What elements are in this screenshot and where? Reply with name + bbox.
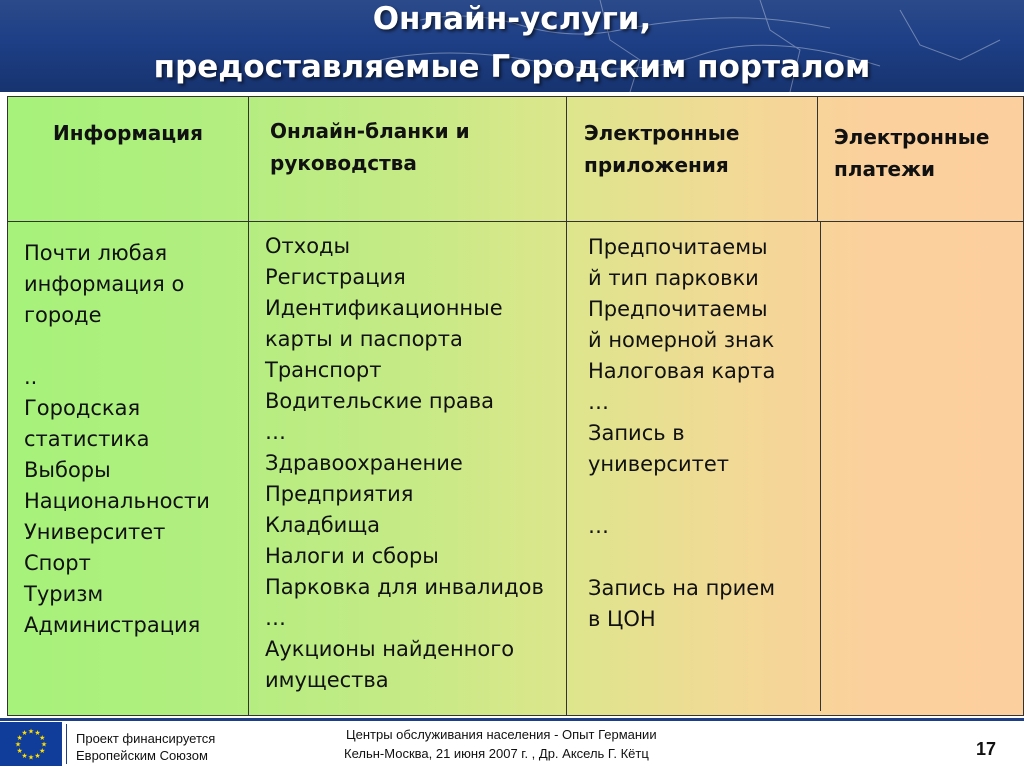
table-cell-line: Предпочитаемы [588, 297, 768, 321]
table-cell-line [588, 542, 775, 573]
table-cell-line: Университет [24, 520, 166, 544]
page-number: 17 [975, 739, 996, 759]
table-cell-line [24, 331, 210, 362]
eu-star-icon: ★ [34, 729, 41, 738]
table-cell-line: Отходы [265, 234, 351, 258]
table-cell-line: Запись на прием [588, 576, 776, 600]
table-cell-line: университет [588, 452, 730, 476]
table-cell-line: Спорт [24, 551, 91, 575]
eu-star-icon: ★ [39, 734, 46, 742]
table-cell-line: Предприятия [265, 482, 414, 506]
slide-title-line1: Онлайн-услуги, [372, 1, 652, 37]
table-cell-line: Городская [24, 396, 141, 420]
eu-flag-icon [0, 722, 62, 766]
header-information [53, 117, 203, 149]
table-cell-line: Парковка для инвалидов [265, 575, 544, 599]
table-cell-line: статистика [24, 427, 150, 451]
column-divider [248, 97, 249, 715]
table-cell-line: Водительские права [265, 389, 495, 413]
table-cell-line: городе [24, 303, 102, 327]
footer-funding-line2: Европейским Союзом [76, 748, 208, 763]
table-cell-line [588, 480, 775, 511]
eu-star-icon: ★ [21, 729, 28, 738]
table-cell-line: в ЦОН [588, 607, 656, 631]
table-cell-line: Национальности [24, 489, 210, 513]
header-information-line: Информация [53, 121, 203, 145]
eu-star-icon: ★ [27, 753, 35, 762]
table-cell-line: Почти любая [24, 241, 168, 265]
slide-title-line2: предоставляемые Городским порталом [153, 49, 871, 85]
column-information-items [24, 238, 210, 641]
header-online-forms-line: руководства [270, 151, 417, 175]
header-electronic-applications [584, 117, 739, 181]
table-cell-line: Туризм [24, 582, 104, 606]
eu-star-icon: ★ [34, 751, 41, 760]
title-banner [0, 0, 1024, 92]
header-electronic-payments-line: платежи [834, 157, 936, 181]
table-cell-line: Транспорт [265, 358, 382, 382]
column-electronic-applications-items [588, 232, 775, 635]
table-cell-line: Кладбища [265, 513, 380, 537]
table-cell-line: информация о [24, 272, 185, 296]
footer-rule [0, 718, 1024, 721]
table-cell-line: Аукционы найденного [265, 637, 515, 661]
table-cell-line: Здравоохранение [265, 451, 463, 475]
table-cell-line: карты и паспорта [265, 327, 463, 351]
footer-funding-line1: Проект финансируется [76, 731, 216, 746]
eu-star-icon: ★ [14, 740, 22, 749]
column-online-forms-items [265, 231, 544, 696]
table-cell-line: Регистрация [265, 265, 406, 289]
table-cell-line: Предпочитаемы [588, 235, 768, 259]
column-divider [820, 222, 821, 711]
header-divider [8, 221, 1023, 222]
table-cell-line: Администрация [24, 613, 201, 637]
table-cell-line: Идентификационные [265, 296, 503, 320]
table-cell-line: … [265, 606, 286, 630]
header-electronic-payments [834, 121, 989, 185]
table-cell-line: й номерной знак [588, 328, 775, 352]
footer-separator [66, 724, 67, 764]
table-cell-line: … [588, 390, 609, 414]
eu-star-icon: ★ [16, 734, 23, 742]
table-cell-line: … [588, 514, 609, 538]
table-cell-line: Запись в [588, 421, 685, 445]
column-divider [817, 97, 818, 222]
header-electronic-applications-line: приложения [584, 153, 729, 177]
header-online-forms-line: Онлайн-бланки и [270, 119, 470, 143]
table-cell-line: Выборы [24, 458, 111, 482]
table-cell-line: й тип парковки [588, 266, 759, 290]
eu-star-icon: ★ [21, 751, 28, 760]
table-cell-line: имущества [265, 668, 389, 692]
eu-star-icon: ★ [39, 747, 46, 755]
services-table [7, 96, 1024, 716]
eu-star-icon: ★ [16, 747, 23, 755]
header-online-forms [270, 115, 470, 179]
eu-star-icon: ★ [40, 740, 48, 749]
footer-event-line1: Центры обслуживания населения - Опыт Германии [346, 727, 657, 742]
table-cell-line: Налоги и сборы [265, 544, 439, 568]
table-cell-line: .. [24, 365, 38, 389]
header-electronic-payments-line: Электронные [834, 125, 990, 149]
header-electronic-applications-line: Электронные [584, 121, 740, 145]
footer [0, 718, 1024, 768]
footer-event-line2: Кельн-Москва, 21 июня 2007 г. , Др. Аксель Г. Кётц [344, 746, 649, 761]
eu-star-icon: ★ [27, 727, 35, 736]
column-divider [566, 97, 567, 715]
table-cell-line: Налоговая карта [588, 359, 776, 383]
table-cell-line: … [265, 420, 286, 444]
